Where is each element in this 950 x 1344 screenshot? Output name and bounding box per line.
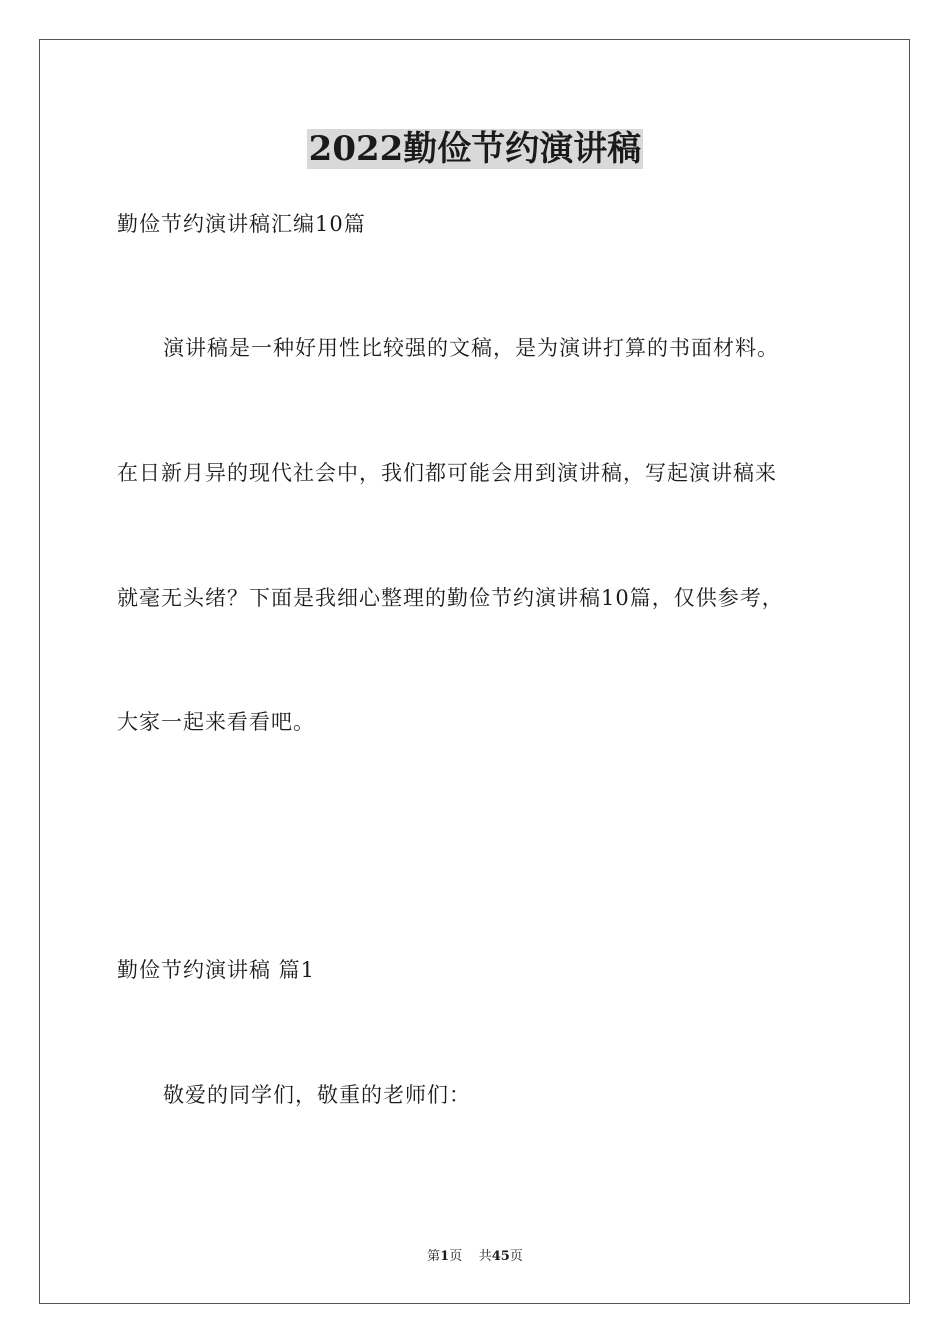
- page-footer: [0, 1248, 950, 1266]
- document-subtitle: 勤俭节约演讲稿汇编10篇: [117, 212, 366, 236]
- document-title: [0, 127, 950, 171]
- total-suffix: 页: [509, 1249, 523, 1264]
- page-prefix: 第: [427, 1249, 441, 1264]
- intro-line-1: 演讲稿是一种好用性比较强的文稿，是为演讲打算的书面材料。: [163, 336, 779, 360]
- section-heading: 勤俭节约演讲稿 篇1: [117, 958, 316, 982]
- page-suffix: 页: [449, 1249, 463, 1264]
- salutation: 敬爱的同学们，敬重的老师们：: [163, 1083, 471, 1107]
- total-prefix: 共: [478, 1249, 492, 1264]
- intro-line-2: 在日新月异的现代社会中，我们都可能会用到演讲稿，写起演讲稿来: [117, 461, 777, 485]
- document-title-text: 2022勤俭节约演讲稿: [308, 129, 642, 169]
- intro-line-4: 大家一起来看看吧。: [117, 710, 315, 734]
- page-number: 1: [440, 1249, 450, 1264]
- intro-line-3: 就毫无头绪？下面是我细心整理的勤俭节约演讲稿10篇，仅供参考，: [117, 586, 784, 610]
- total-pages: 45: [491, 1249, 510, 1264]
